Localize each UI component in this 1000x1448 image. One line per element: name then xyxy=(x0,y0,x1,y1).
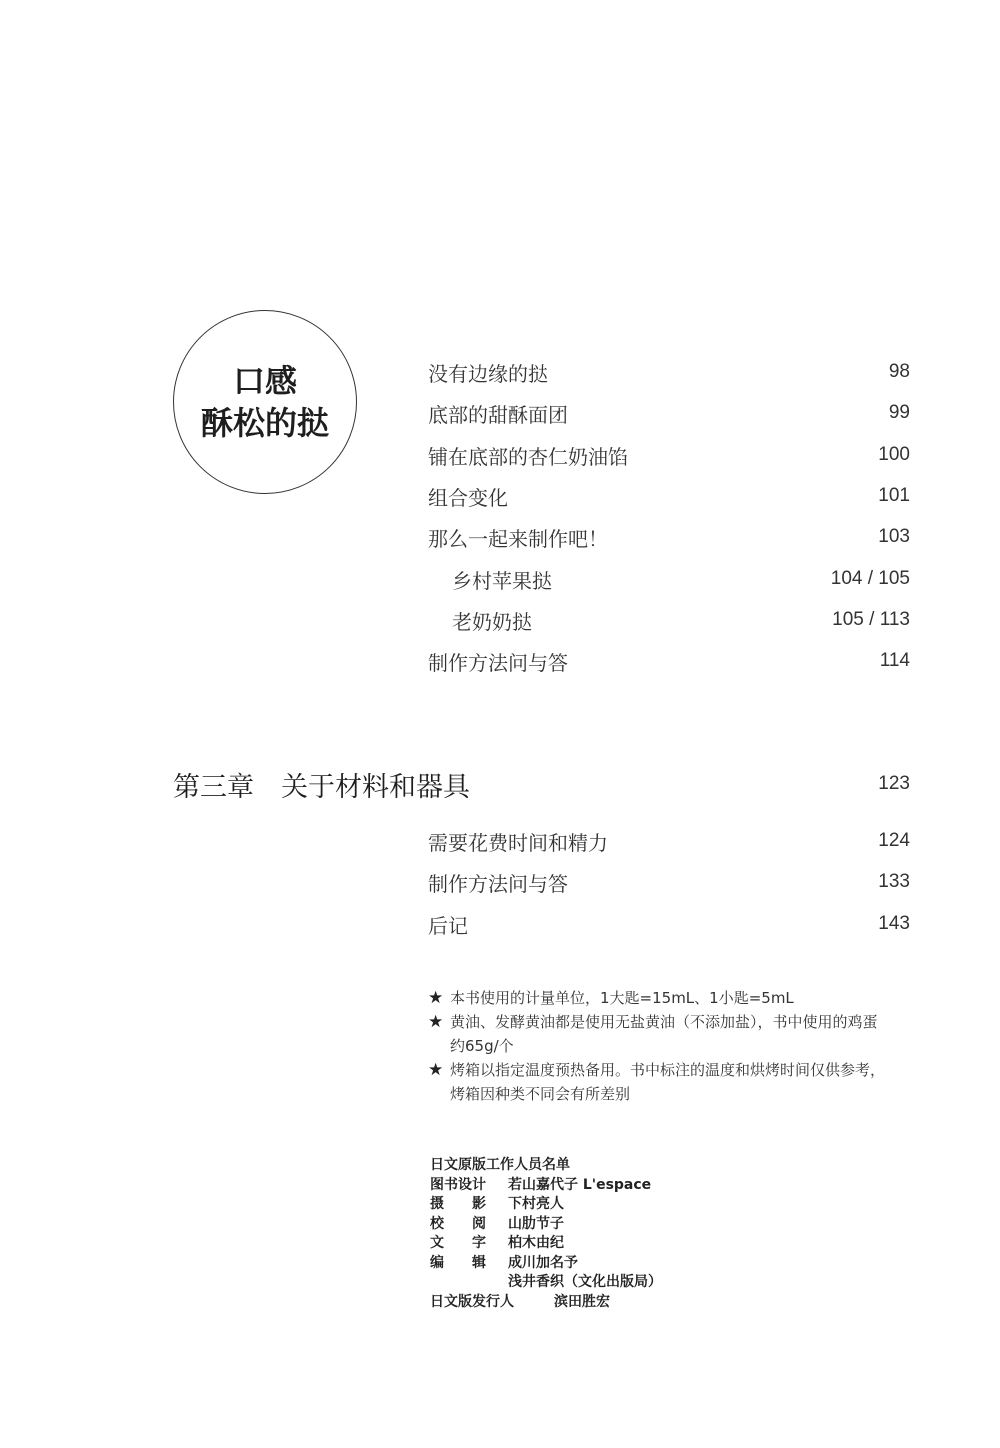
toc-entry-page: 101 xyxy=(878,485,910,506)
credit-role: 图书设计 xyxy=(430,1176,486,1193)
note-item xyxy=(428,1058,918,1106)
credit-row xyxy=(430,1254,662,1274)
toc-entry[interactable] xyxy=(428,481,910,511)
toc-subentry[interactable] xyxy=(452,564,910,594)
chapter-title: 第三章 关于材料和器具 xyxy=(173,771,470,803)
toc-entry-page: 114 xyxy=(879,650,910,671)
note-text: 约65g/个 xyxy=(450,1037,514,1055)
toc-entry-page: 103 xyxy=(878,526,910,547)
toc-entry-page: 99 xyxy=(888,402,910,423)
section-title-line-2: 酥松的挞 xyxy=(200,404,329,442)
credit-role: 摄 影 xyxy=(430,1196,486,1212)
credit-name: 滨田胜宏 xyxy=(554,1293,610,1310)
note-text: 烤箱以指定温度预热备用。书中标注的温度和烘烤时间仅供参考， xyxy=(450,1061,886,1079)
star-icon: ★ xyxy=(428,1060,444,1080)
toc-entry[interactable] xyxy=(428,646,910,676)
star-icon: ★ xyxy=(428,988,444,1008)
credit-role: 文 字 xyxy=(430,1235,486,1251)
credit-row xyxy=(430,1234,662,1254)
toc-entry-title: 制作方法问与答 xyxy=(428,871,568,896)
toc-entry-page: 104 / 105 xyxy=(830,568,910,589)
credit-role: 日文版发行人 xyxy=(430,1293,514,1310)
credit-name: 成川加名予 xyxy=(508,1254,578,1271)
credit-name: 若山嘉代子 L'espace xyxy=(508,1176,652,1193)
credit-row xyxy=(430,1195,662,1215)
credit-name: 山肋节子 xyxy=(508,1215,564,1232)
toc-entry[interactable] xyxy=(428,357,910,387)
toc-entry-title: 没有边缘的挞 xyxy=(428,361,548,386)
toc-entry[interactable] xyxy=(428,440,910,470)
toc-entry-title: 制作方法问与答 xyxy=(428,650,568,675)
credit-role xyxy=(430,1273,508,1293)
section-title-line-1: 口感 xyxy=(232,362,297,400)
credit-role: 校 阅 xyxy=(430,1215,486,1232)
star-icon: ★ xyxy=(428,1012,444,1032)
toc-entry[interactable] xyxy=(428,867,910,897)
credit-role: 编 辑 xyxy=(430,1254,486,1271)
toc-entry-page: 133 xyxy=(878,871,910,892)
section-title-circle xyxy=(173,310,357,494)
toc-entry-title: 乡村苹果挞 xyxy=(452,568,552,593)
toc-entry-page: 143 xyxy=(878,913,910,934)
credits-heading: 日文原版工作人员名单 xyxy=(430,1157,570,1173)
chapter-page: 123 xyxy=(878,773,910,794)
toc-entry-title: 后记 xyxy=(428,913,468,938)
credit-name: 柏木由纪 xyxy=(508,1235,564,1251)
toc-entry-title: 那么一起来制作吧！ xyxy=(428,526,608,551)
toc-entry[interactable] xyxy=(428,522,910,552)
toc-entry-page: 100 xyxy=(878,444,910,465)
chapter-heading[interactable] xyxy=(173,766,910,802)
toc-entry-title: 老奶奶挞 xyxy=(452,609,532,634)
credit-name: 浅井香织（文化出版局） xyxy=(508,1274,662,1290)
toc-entry[interactable] xyxy=(428,826,910,856)
credits-block xyxy=(430,1156,662,1312)
toc-entry[interactable] xyxy=(428,909,910,939)
toc-entry-title: 组合变化 xyxy=(428,485,508,510)
note-item xyxy=(428,1010,918,1058)
toc-entry-title: 底部的甜酥面团 xyxy=(428,402,568,427)
note-text: 烤箱因种类不同会有所差别 xyxy=(450,1085,631,1103)
toc-entry[interactable] xyxy=(428,398,910,428)
credit-row xyxy=(430,1176,662,1196)
note-text: 黄油、发酵黄油都是使用无盐黄油（不添加盐），书中使用的鸡蛋 xyxy=(450,1013,878,1031)
note-item xyxy=(428,986,918,1010)
toc-entry-title: 需要花费时间和精力 xyxy=(428,830,608,855)
toc-subentry[interactable] xyxy=(452,605,910,635)
toc-entry-page: 124 xyxy=(878,830,910,851)
credit-row-publisher xyxy=(430,1293,662,1313)
toc-entry-page: 105 / 113 xyxy=(832,609,910,630)
note-text: 本书使用的计量单位，1大匙=15mL、1小匙=5mL xyxy=(450,989,794,1007)
credit-name: 下村亮人 xyxy=(508,1196,564,1212)
toc-entry-page: 98 xyxy=(888,361,910,382)
notes-block xyxy=(428,986,918,1106)
credit-row xyxy=(430,1273,662,1293)
credit-row xyxy=(430,1215,662,1235)
toc-entry-title: 铺在底部的杏仁奶油馅 xyxy=(428,444,628,469)
